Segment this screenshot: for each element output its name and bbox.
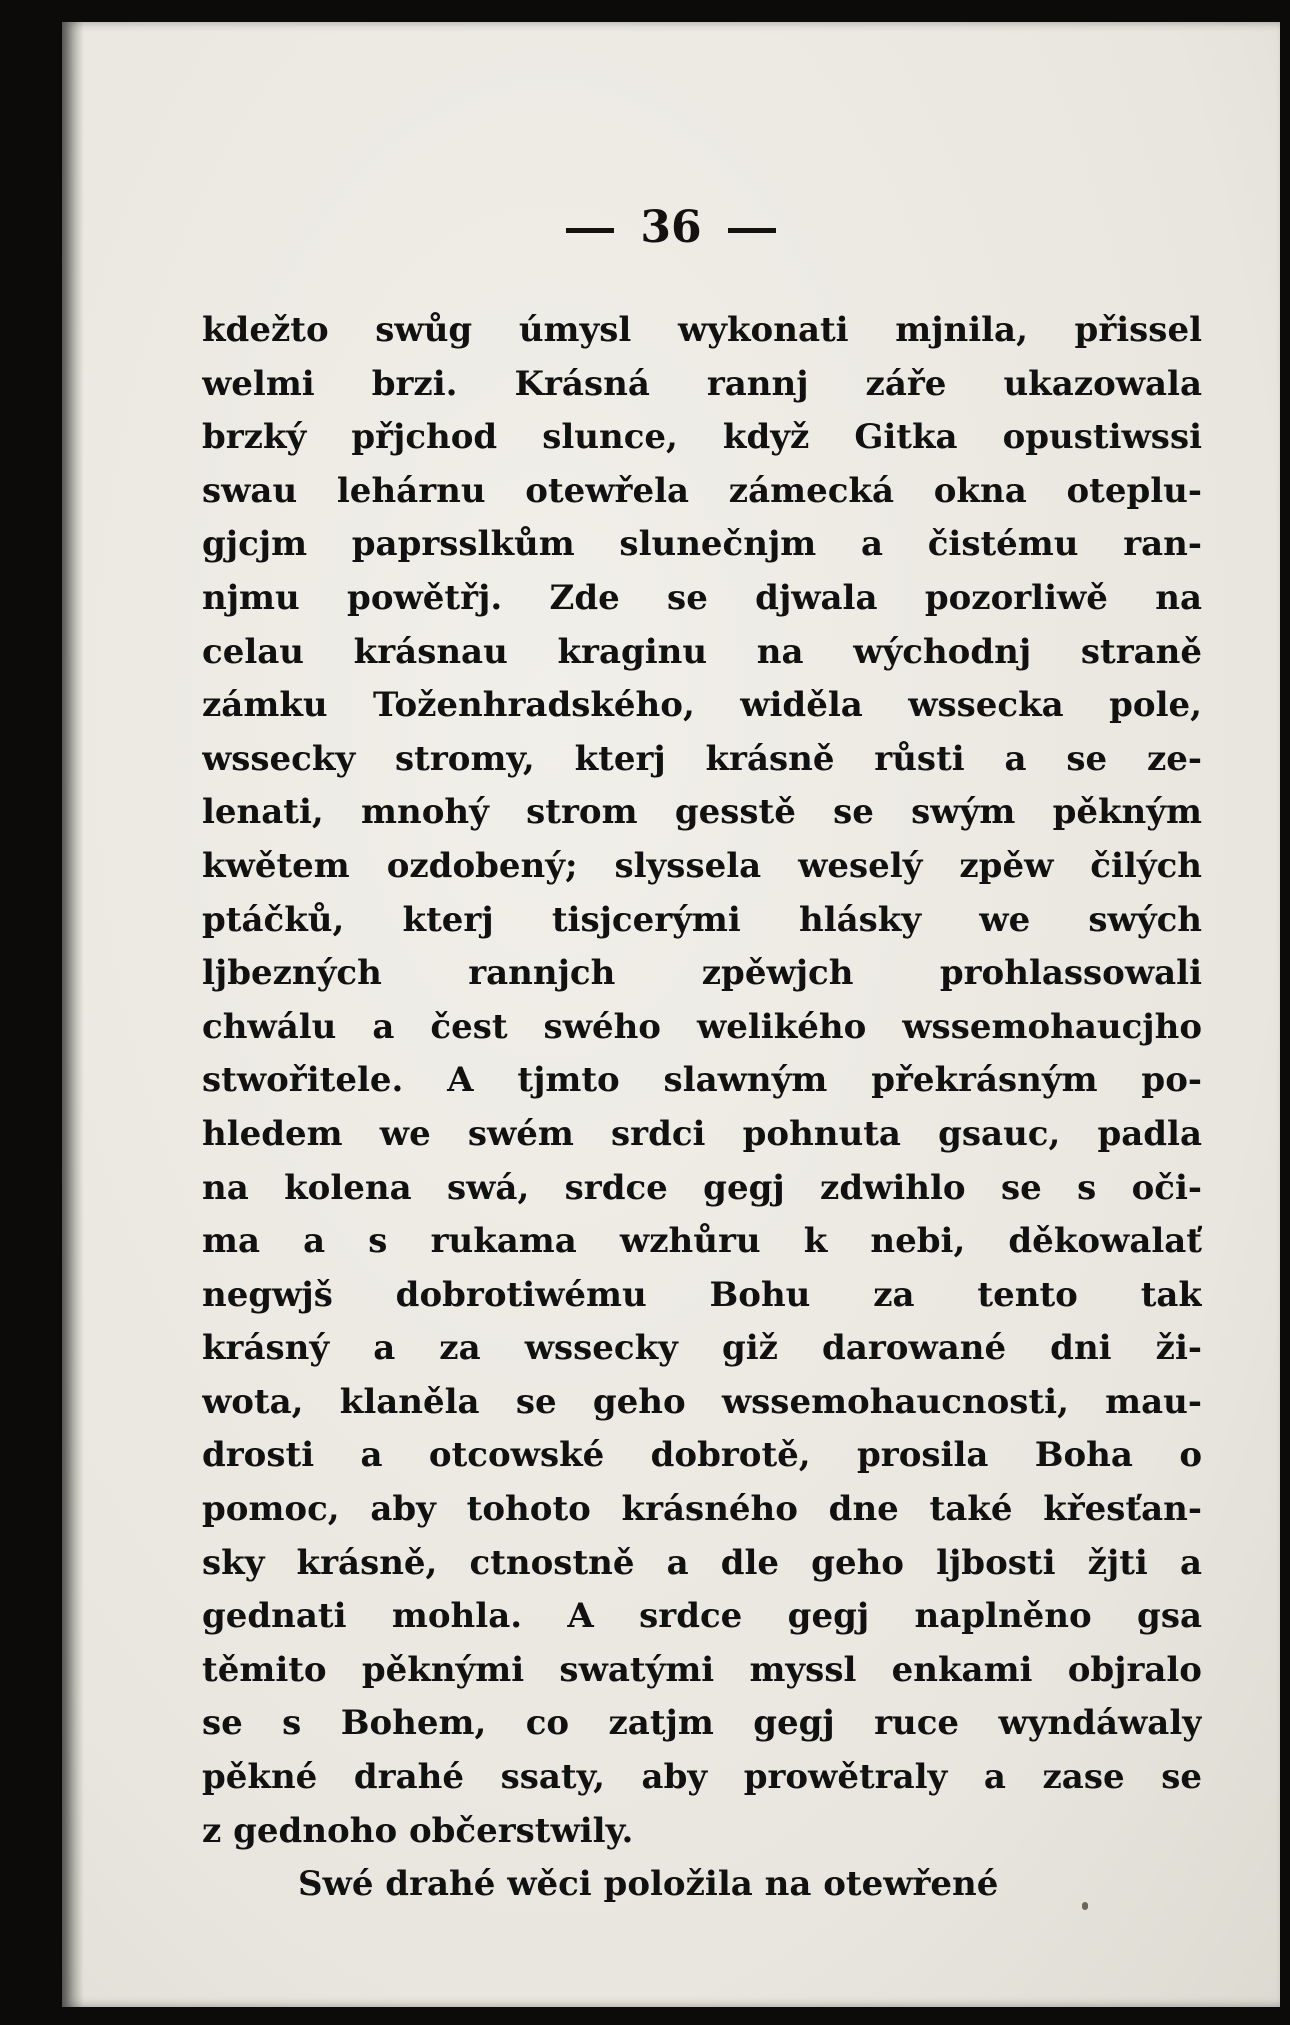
text-line: ma a s rukama wzhůru k nebi, děkowalať: [202, 1221, 1202, 1262]
text-line: stwořitele. A tjmto slawným překrásným po-: [202, 1060, 1202, 1101]
text-line: wota, klaněla se geho wssemohaucnosti, mau-: [202, 1381, 1202, 1422]
text-line: njmu powětřj. Zde se djwala pozorliwě na: [202, 577, 1202, 618]
text-line: na kolena swá, srdce gegj zdwihlo se s oči-: [202, 1167, 1202, 1208]
text-line: lenati, mnohý strom gesstě se swým pěkným: [202, 792, 1202, 833]
page-number: 36: [640, 202, 702, 253]
body-text: [202, 304, 1202, 1912]
text-line: ljbezných rannjch zpěwjch prohlassowali: [202, 953, 1202, 994]
text-line: chwálu a čest swého welikého wssemohaucjho: [202, 1006, 1202, 1047]
right-dash: [728, 228, 776, 233]
text-line: gjcjm paprsslkům slunečnjm a čistému ran-: [202, 524, 1202, 565]
text-line: kdežto swůg úmysl wykonati mjnila, přissel: [202, 310, 1202, 350]
page-header: [62, 202, 1280, 253]
text-line: gednati mohla. A srdce gegj naplněno gsa: [202, 1596, 1202, 1637]
ink-speck: [1082, 1902, 1088, 1910]
text-line: hledem we swém srdci pohnuta gsauc, padla: [202, 1113, 1202, 1154]
text-line: wssecky stromy, kterj krásně růsti a se ze-: [202, 738, 1202, 779]
text-line: zámku Toženhradského, widěla wssecka pole,: [202, 685, 1202, 726]
text-line: Swé drahé wěci položila na otewřené: [298, 1864, 999, 1905]
book-page: [62, 22, 1280, 2007]
text-line: ptáčků, kterj tisjcerými hlásky we swých: [202, 899, 1202, 940]
text-line: celau krásnau kraginu na wýchodnj straně: [202, 631, 1202, 672]
text-line: pěkné drahé ssaty, aby prowětraly a zase se: [202, 1757, 1202, 1798]
text-line: welmi brzi. Krásná rannj záře ukazowala: [202, 363, 1202, 404]
text-line: krásný a za wssecky giž darowané dni ži-: [202, 1328, 1202, 1369]
text-line: se s Bohem, co zatjm gegj ruce wyndáwaly: [202, 1703, 1202, 1744]
left-dash: [566, 228, 614, 233]
text-line: negwjš dobrotiwému Bohu za tento tak: [202, 1274, 1202, 1315]
spine-shadow: [62, 22, 84, 2007]
text-line: swau lehárnu otewřela zámecká okna oteplu-: [202, 470, 1202, 511]
text-line: těmito pěknými swatými myssl enkami objralo: [202, 1649, 1202, 1690]
text-line: sky krásně, ctnostně a dle geho ljbosti žjti a: [202, 1542, 1202, 1583]
text-line: drosti a otcowské dobrotě, prosila Boha o: [202, 1435, 1202, 1476]
text-line: pomoc, aby tohoto krásného dne také křesťan-: [202, 1489, 1202, 1530]
text-line: kwětem ozdobený; slyssela weselý zpěw čilých: [202, 845, 1202, 886]
text-line: z gednoho občerstwily.: [202, 1810, 634, 1851]
text-line: brzký přjchod slunce, když Gitka opustiwssi: [202, 417, 1202, 458]
